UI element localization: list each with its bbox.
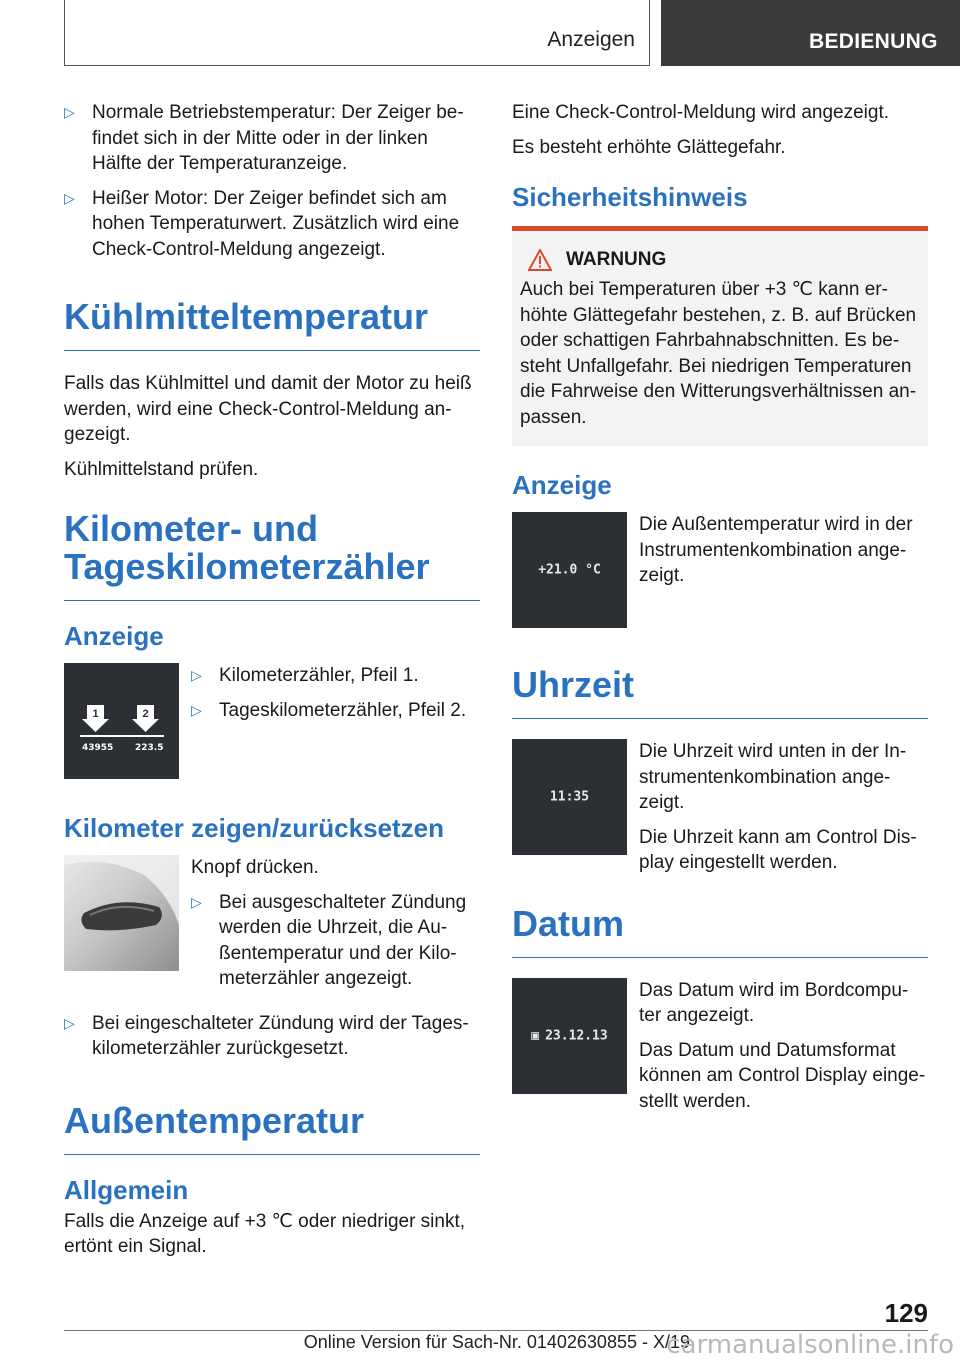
paragraph: Die Außentemperatur wird in der Instrumentenkombination ange-zeigt. bbox=[639, 514, 913, 586]
reset-bullet-list-2 bbox=[64, 1011, 480, 1062]
left-column bbox=[64, 100, 480, 1269]
list-item: ▷ Bei eingeschalteter Zündung wird der Tages-kilometerzähler zurückgesetzt. bbox=[64, 1012, 469, 1059]
date-display-figure bbox=[512, 978, 627, 1094]
subsection-title-reset: Kilometer zeigen/zurücksetzen bbox=[64, 813, 444, 843]
section-title-kuehlmittel: Kühlmitteltemperatur bbox=[64, 298, 480, 351]
paragraph: Es besteht erhöhte Glättegefahr. bbox=[512, 136, 786, 158]
section-title-aussentemperatur: Außentemperatur bbox=[64, 1102, 480, 1155]
warning-text: Auch bei Temperaturen über +3 ℃ kann er-höhte Glättegefahr bestehen, z. B. auf Brücken oder schattigen Fahrbahnabschnitten. Es be-steht Unfallgefahr. Bei niedrigen Temperaturen die Fahrweise den Witterungsverhältnissen an-passen. bbox=[520, 279, 917, 428]
header-section-box bbox=[64, 0, 650, 66]
arrow-label-1: 1 bbox=[92, 708, 99, 720]
triangle-bullet-icon: ▷ bbox=[64, 189, 75, 206]
subsection-title-allgemein: Allgemein bbox=[64, 1174, 189, 1205]
warning-header bbox=[520, 249, 920, 271]
right-column bbox=[512, 100, 928, 1133]
clock-figure-row bbox=[512, 739, 928, 885]
header-chapter-tab: BEDIENUNG bbox=[661, 0, 960, 66]
section-title-kilometer: Kilometer- und Tageskilometerzähler bbox=[64, 510, 480, 601]
clock-display-value: 11:35 bbox=[549, 789, 590, 805]
paragraph: Falls die Anzeige auf +3 ℃ oder niedriger sinkt, ertönt ein Signal. bbox=[64, 1210, 466, 1257]
subsection-title-sicherheit: Sicherheitshinweis bbox=[512, 182, 748, 212]
temperature-display-value: +21.0 °C bbox=[538, 562, 601, 578]
temperature-display-figure bbox=[512, 512, 627, 628]
watermark: carmanualsonline.info bbox=[666, 1330, 954, 1360]
paragraph: Knopf drücken. bbox=[191, 857, 319, 878]
footer-text: Online Version für Sach-Nr. 01402630855 - X/19 bbox=[303, 1332, 690, 1352]
warning-box bbox=[512, 226, 928, 446]
reset-button-figure bbox=[64, 855, 179, 971]
triangle-bullet-icon: ▷ bbox=[191, 701, 202, 718]
paragraph: Die Uhrzeit kann am Control Dis-play eingestellt werden. bbox=[639, 826, 917, 873]
warning-title: WARNUNG bbox=[566, 249, 667, 270]
odometer-arrows-icon bbox=[64, 663, 179, 779]
header-section-title: Anzeigen bbox=[547, 28, 635, 51]
paragraph: Kühlmittelstand prüfen. bbox=[64, 458, 259, 480]
odometer-value: 43955 bbox=[82, 743, 114, 753]
triangle-bullet-icon: ▷ bbox=[64, 1014, 75, 1031]
date-figure-row bbox=[512, 978, 928, 1124]
paragraph: Falls das Kühlmittel und damit der Motor zu heiß werden, wird eine Check-Control-Meldung an-gezeigt. bbox=[64, 373, 472, 445]
paragraph: Das Datum wird im Bordcompu-ter angezeigt. bbox=[639, 979, 909, 1026]
odometer-figure bbox=[64, 663, 179, 779]
temperature-figure-row bbox=[512, 512, 928, 628]
odometer-bullet-list bbox=[191, 663, 480, 732]
reset-figure-row bbox=[64, 855, 480, 1001]
list-item: ▷ Normale Betriebstemperatur: Der Zeiger be-findet sich in der Mitte oder in der linken Hälfte der Temperaturanzeige. bbox=[64, 102, 464, 174]
paragraph: Die Uhrzeit wird unten in der In-strumentenkombination ange-zeigt. bbox=[639, 741, 907, 813]
list-item: ▷ Bei ausgeschalteter Zündung werden die Uhrzeit, die Au-ßentemperatur und der Kilo-meterzähler angezeigt. bbox=[191, 891, 467, 989]
section-title-uhrzeit: Uhrzeit bbox=[512, 666, 928, 719]
clock-display-figure bbox=[512, 739, 627, 855]
calendar-icon: ▣ bbox=[531, 1028, 540, 1043]
trip-value: 223.5 bbox=[135, 743, 164, 753]
subsection-title-anzeige-temp: Anzeige bbox=[512, 470, 612, 500]
list-item: ▷ Heißer Motor: Der Zeiger befindet sich am hohen Temperaturwert. Zusätzlich wird eine Check-Control-Meldung angezeigt. bbox=[64, 187, 460, 260]
triangle-bullet-icon: ▷ bbox=[64, 104, 75, 120]
subsection-title-anzeige: Anzeige bbox=[64, 621, 164, 651]
odometer-figure-row bbox=[64, 663, 480, 779]
list-item: ▷ Tageskilometerzähler, Pfeil 2. bbox=[191, 698, 480, 724]
date-display-value: ▣ 23.12.13 bbox=[531, 1028, 608, 1043]
triangle-bullet-icon: ▷ bbox=[191, 667, 202, 683]
triangle-bullet-icon: ▷ bbox=[191, 893, 202, 910]
reset-knob-icon bbox=[64, 855, 179, 971]
section-title-datum: Datum bbox=[512, 905, 928, 958]
temperature-bullet-list bbox=[64, 100, 480, 262]
paragraph: Das Datum und Datumsformat können am Control Display einge-stellt werden. bbox=[639, 1039, 926, 1112]
page-number: 129 bbox=[884, 1298, 928, 1328]
arrow-label-2: 2 bbox=[142, 708, 149, 720]
warning-triangle-icon bbox=[528, 249, 552, 271]
reset-bullet-list bbox=[191, 890, 480, 992]
paragraph: Eine Check-Control-Meldung wird angezeigt. bbox=[512, 102, 890, 123]
list-item: ▷ Kilometerzähler, Pfeil 1. bbox=[191, 663, 480, 689]
